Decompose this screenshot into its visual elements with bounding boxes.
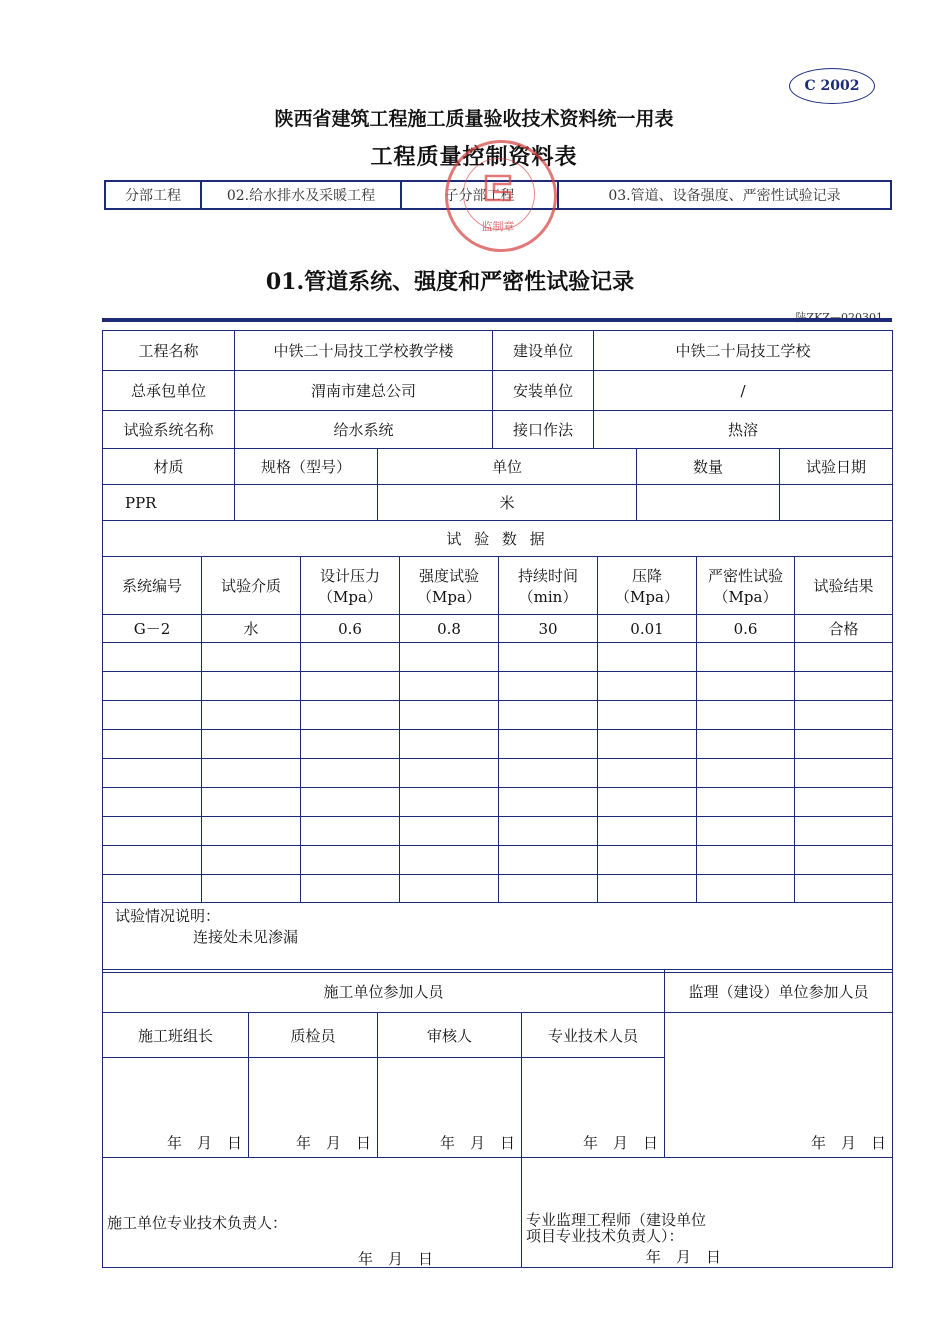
- empty-row: [103, 788, 893, 817]
- cell-medium: 水: [202, 615, 301, 643]
- role-inspector: 质检员: [249, 1013, 378, 1058]
- form-code: [796, 309, 884, 325]
- empty-row: [103, 875, 893, 903]
- quantity-value: [637, 485, 780, 521]
- notes-text: 连接处未见渗漏: [193, 928, 299, 946]
- col-system-no: 系统编号: [103, 557, 202, 615]
- empty-row: [103, 643, 893, 672]
- sub-label: 分部工程: [105, 181, 201, 209]
- notes-cell: [103, 903, 893, 973]
- col-medium: 试验介质: [202, 557, 301, 615]
- constructor-signoff: [103, 1158, 522, 1268]
- unit-value: 米: [378, 485, 637, 521]
- material-header: 材质: [103, 449, 235, 485]
- unit-header: 单位: [378, 449, 637, 485]
- project-name-label: 工程名称: [103, 331, 235, 371]
- project-name-value: 中铁二十局技工学校教学楼: [235, 331, 493, 371]
- cell-strength-test: 0.8: [400, 615, 499, 643]
- material-table: [102, 448, 893, 557]
- constructor-signoff-label: 施工单位专业技术负责人：: [107, 1214, 288, 1232]
- cell-system-no: G－2: [103, 615, 202, 643]
- empty-row: [103, 701, 893, 730]
- col-tightness-test: 严密性试验 （Mpa）: [697, 557, 795, 615]
- record-title: 01.管道系统、强度和严密性试验记录: [265, 269, 635, 295]
- test-data-table: [102, 556, 893, 973]
- col-design-pressure: 设计压力 （Mpa）: [301, 557, 400, 615]
- test-date-value: [780, 485, 893, 521]
- notes-label: 试验情况说明：: [115, 907, 221, 925]
- supervisor-date: 年 月 日: [665, 1013, 893, 1158]
- system-label: 试验系统名称: [103, 411, 235, 449]
- joint-value: 热溶: [594, 411, 893, 449]
- stamp-emblem-icon: [480, 170, 516, 206]
- reviewer-date: 年 月 日: [378, 1058, 522, 1158]
- table-row: [103, 615, 893, 643]
- empty-row: [103, 846, 893, 875]
- cell-result: 合格: [795, 615, 893, 643]
- contractor-label: 总承包单位: [103, 371, 235, 411]
- empty-row: [103, 817, 893, 846]
- cell-tightness-test: 0.6: [697, 615, 795, 643]
- supervisor-group: 监理（建设）单位参加人员: [665, 970, 893, 1013]
- empty-row: [103, 672, 893, 701]
- quantity-header: 数量: [637, 449, 780, 485]
- personnel-table: [102, 969, 893, 1158]
- child-label: 子分部工程: [401, 181, 558, 209]
- project-info-table: [102, 330, 893, 449]
- col-pressure-drop: 压降 （Mpa）: [598, 557, 697, 615]
- installer-value: /: [594, 371, 893, 411]
- material-value: PPR: [103, 485, 235, 521]
- col-strength-test: 强度试验 （Mpa）: [400, 557, 499, 615]
- joint-label: 接口作法: [493, 411, 594, 449]
- technician-date: 年 月 日: [522, 1058, 665, 1158]
- child-value: 03.管道、设备强度、严密性试验记录: [558, 181, 891, 209]
- document-title: 陕西省建筑工程施工质量验收技术资料统一用表: [274, 108, 674, 130]
- form-badge: C 2002: [789, 68, 875, 104]
- constructor-group: 施工单位参加人员: [103, 970, 665, 1013]
- team-leader-date: 年 月 日: [103, 1058, 249, 1158]
- supervisor-signoff-date: 年 月 日: [646, 1248, 722, 1266]
- installer-label: 安装单位: [493, 371, 594, 411]
- empty-row: [103, 759, 893, 788]
- cell-design-pressure: 0.6: [301, 615, 400, 643]
- sub-value: 02.给水排水及采暖工程: [201, 181, 401, 209]
- supervisor-signoff: [522, 1158, 893, 1268]
- col-duration: 持续时间 （min）: [499, 557, 598, 615]
- role-reviewer: 审核人: [378, 1013, 522, 1058]
- test-header-row: [103, 557, 893, 615]
- stamp-text: 监制章: [481, 220, 515, 233]
- builder-value: 中铁二十局技工学校: [594, 331, 893, 371]
- signoff-table: [102, 1157, 893, 1268]
- system-value: 给水系统: [235, 411, 493, 449]
- role-technician: 专业技术人员: [522, 1013, 665, 1058]
- cell-pressure-drop: 0.01: [598, 615, 697, 643]
- test-data-title: 试 验 数 据: [103, 521, 893, 557]
- cell-duration: 30: [499, 615, 598, 643]
- inspector-date: 年 月 日: [249, 1058, 378, 1158]
- contractor-value: 渭南市建总公司: [235, 371, 493, 411]
- supervisor-signoff-label: 专业监理工程师（建设单位 项目专业技术负责人）：: [526, 1211, 707, 1245]
- role-team-leader: 施工班组长: [103, 1013, 249, 1058]
- spec-header: 规格（型号）: [235, 449, 378, 485]
- spec-value: [235, 485, 378, 521]
- empty-row: [103, 730, 893, 759]
- test-date-header: 试验日期: [780, 449, 893, 485]
- col-result: 试验结果: [795, 557, 893, 615]
- document-subtitle: 工程质量控制资料表: [370, 144, 578, 170]
- constructor-signoff-date: 年 月 日: [358, 1250, 434, 1268]
- title-rule: [102, 318, 892, 322]
- builder-label: 建设单位: [493, 331, 594, 371]
